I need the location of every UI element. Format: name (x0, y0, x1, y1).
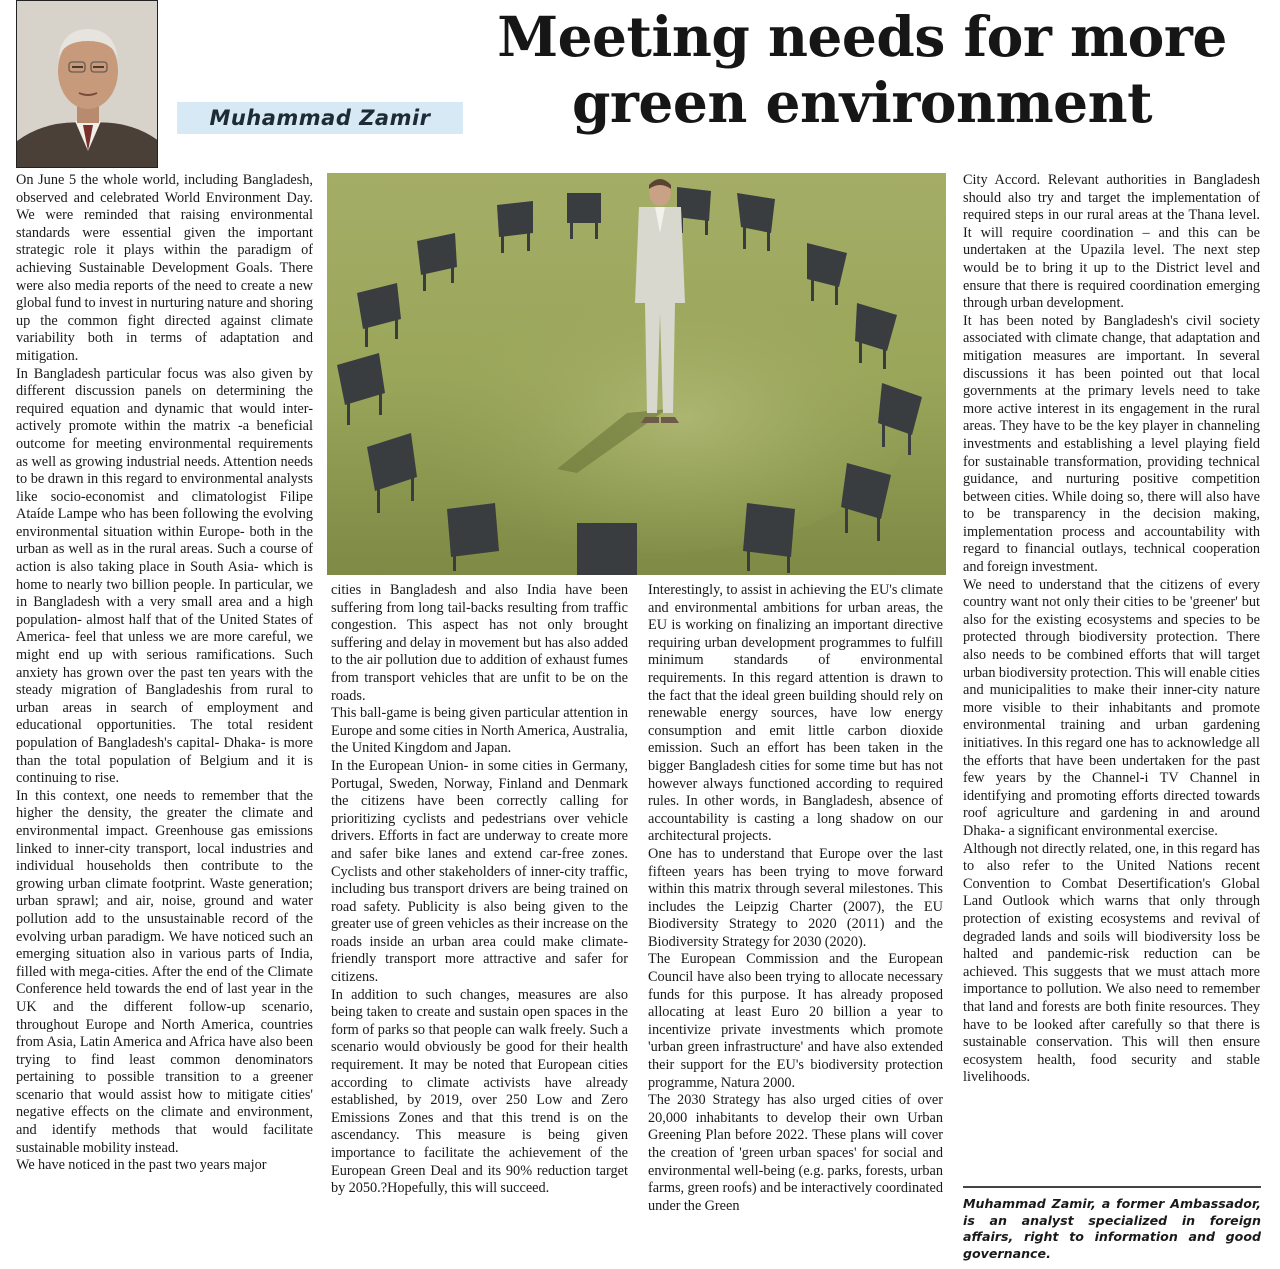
headline-line-1: Meeting needs for more (497, 4, 1227, 69)
author-byline: Muhammad Zamir (177, 102, 463, 134)
bio-divider (963, 1186, 1261, 1188)
article-column-4 (963, 172, 1260, 1172)
author-portrait-icon (17, 1, 158, 168)
article-column-2 (331, 582, 628, 1262)
paragraph: cities in Bangladesh and also India have been suffering from long tail-backs resulting from traffic congestion. This aspect has not only brought suffering and delay in movement but has also added to the air pollution due to addition of exhaust fumes from transport vehicles that are unfit to be on the roads. (331, 582, 628, 704)
paragraph: City Accord. Relevant authorities in Bangladesh should also try and target the implementation of required steps in our rural areas at the Thana level. It will require coordination – and this can be undertaken at the Upazila level. The next step would be to bring it up to the District level and ensure that there is required coordination emerging through urban development. (963, 172, 1260, 312)
headline (462, 4, 1262, 136)
paragraph: On June 5 the whole world, including Bangladesh, observed and celebrated World Environment Day. We were reminded that raising environmental standards were essential given the important strategic role it plays within the paradigm of achieving Sustainable Development Goals. There were also media reports of the need to create a new global fund to invest in nurturing nature and shoring up the common fight directed against climate variability both in terms of adaptation and mitigation. (16, 172, 313, 364)
paragraph: We need to understand that the citizens of every country want not only their cities to be 'greener' but also for the existing ecosystems and species to be protected through biodiversity protection. There also needs to be combined efforts that will target urban biodiversity protection. This will enable cities and municipalities to make their inner-city nature more visible to their inhabitants and promote environmental training and urban gardening initiatives. In this regard one has to acknowledge all the efforts that have been undertaken for the past few years by the Channel-i TV Channel in identifying and promoting efforts directed towards roof agriculture and gardening in and around Dhaka- a significant environmental exercise. (963, 576, 1260, 839)
headline-line-2: green environment (571, 70, 1153, 135)
author-bio: Muhammad Zamir, a former Ambassador, is an analyst specialized in foreign affairs, right to information and good governance. (963, 1196, 1261, 1261)
author-photo (16, 0, 158, 168)
article-column-3 (648, 582, 943, 1262)
paragraph: Although not directly related, one, in this regard has to also refer to the United Nations recent Convention to Combat Desertification's Global Land Outlook which warns that only through protection of existing ecosystems and revival of degraded lands and soils will biodiversity loss be halted and pandemic-risk reduction can be achieved. This suggests that we must attach more importance to pollution. We also need to remember that land and forests are both finite resources. They have to be looked after carefully so that there is sustainable conservation. This will then ensure ecosystem health, food security and stable livelihoods. (963, 840, 1260, 1086)
article-column-1 (16, 172, 313, 1260)
paragraph: The European Commission and the European Council have also been trying to allocate necessary funds for this purpose. It has already proposed allocating at least Euro 20 billion a year to incentivize private investments which promote 'urban green infrastructure' and have also extended their support for the EU's biodiversity protection programme, Natura 2000. (648, 951, 943, 1091)
paragraph: In this context, one needs to remember that the higher the density, the greater the climate and environmental impact. Greenhouse gas emissions linked to inner-city transport, local industries and individual households then contribute to the growing urban climate footprint. Waste generation; urban sprawl; and air, noise, ground and water pollution add to the unsustainable record of the evolving urban paradigm. We have noticed such an emerging situation also in various parts of India, filled with mega-cities. After the end of the Climate Conference held towards the end of last year in the UK and the different follow-up scenario, throughout Europe and North America, countries from Asia, Latin America and Africa have also been trying to find least common denominators pertaining to possible transition to a greener scenario that would assist how to mitigate cities' negative effects on the climate and environment, and identify methods that would facilitate sustainable mobility instead. (16, 787, 313, 1156)
paragraph: It has been noted by Bangladesh's civil society associated with climate change, that adaptation and mitigation measures are important. In several discussions it has been pointed out that local governments at the primary levels need to take more active interest in its engagement in the rural areas. They have to be the key player in channeling investments and establishing a level playing field for sustainable transformation, providing technical guidance, and nurturing positive competition between cities. While doing so, there will also have to be transparency in the decision making, implementation process and accountability with regard to financial outlays, technical cooperation and foreign investment. (963, 312, 1260, 576)
paragraph: The 2030 Strategy has also urged cities of over 20,000 inhabitants to develop their own Urban Greening Plan before 2022. These plans will cover the creation of 'green urban spaces' for social and environmental well-being (e.g. parks, forests, urban farms, green roofs) and be interactively coordinated under the Green (648, 1092, 943, 1214)
paragraph: In the European Union- in some cities in Germany, Portugal, Sweden, Norway, Finland and Denmark the citizens have been correctly calling for prioritizing cyclists and pedestrians over vehicle drivers. Efforts in fact are underway to create more and safer bike lanes and extend car-free zones. Cyclists and other stakeholders of inner-city traffic, including bus transport drivers are being trained on road safety. Publicity is also being given to the greater use of green vehicles as their increase on the roads inside an urban area could make climate-friendly transport more attractive and safer for citizens. (331, 757, 628, 986)
paragraph: In Bangladesh particular focus was also given by different discussion panels on determining the required equation and dynamic that would inter-actively promote within the matrix -a beneficial outcome for meeting environmental requirements as well as growing industrial needs. Attention needs to be drawn in this regard to environmental analysts like socio-economist and climatologist Filipe Ataíde Lampe who has been following the evolving environmental situation within Europe- both in the urban as well as in the rural areas. Such a course of action is also taking place in South Asia- which is home to nearly two billion people. In particular, we in Bangladesh with a very small area and a high population- almost half that of the United States of America- feel that unless we are more careful, we might end up with serious ramifications. Such anxiety has grown over the past ten years with the steady migration of Bangladeshis from rural to urban areas in search of employment and educational opportunities. The total resident population of Bangladesh's capital- Dhaka- is more than the total population of Belgium and it is continuing to rise. (16, 365, 313, 787)
paragraph: One has to understand that Europe over the last fifteen years has been trying to move forward within this matrix through several milestones. This includes the Leipzig Charter (2007), the EU Biodiversity Strategy to 2020 (2011) and the Biodiversity Strategy for 2030 (2020). (648, 845, 943, 950)
man-in-circle-of-chairs-image (327, 173, 946, 575)
paragraph: In addition to such changes, measures are also being taken to create and sustain open spaces in the form of parks so that people can walk freely. Such a scenario would obviously be good for their health requirement. It may be noted that European cities according to climate activists have already established, by 2019, over 250 Low and Zero Emissions Zones and that this trend is on the ascendancy. This measure is being given importance to facilitate the achievement of the European Green Deal and its 90% reduction target by 2050.?Hopefully, this will succeed. (331, 986, 628, 1197)
article-photo (327, 173, 946, 575)
paragraph: We have noticed in the past two years major (16, 1157, 267, 1174)
paragraph: Interestingly, to assist in achieving the EU's climate and environmental ambitions for urban areas, the EU is working on finalizing an important directive requiring urban development programmes to fulfill minimum standards of environmental requirements. In this regard attention is drawn to the fact that the ideal green building should rely on renewable energy sources, have low energy consumption and emit little carbon dioxide emission. Such an effort has been taken in the bigger Bangladesh cities for some time but has not however always functioned according to required rules. In other words, in Bangladesh, absence of accountability is casting a long shadow on our architectural projects. (648, 582, 943, 845)
paragraph: This ball-game is being given particular attention in Europe and some cities in North America, Australia, the United Kingdom and Japan. (331, 705, 628, 757)
